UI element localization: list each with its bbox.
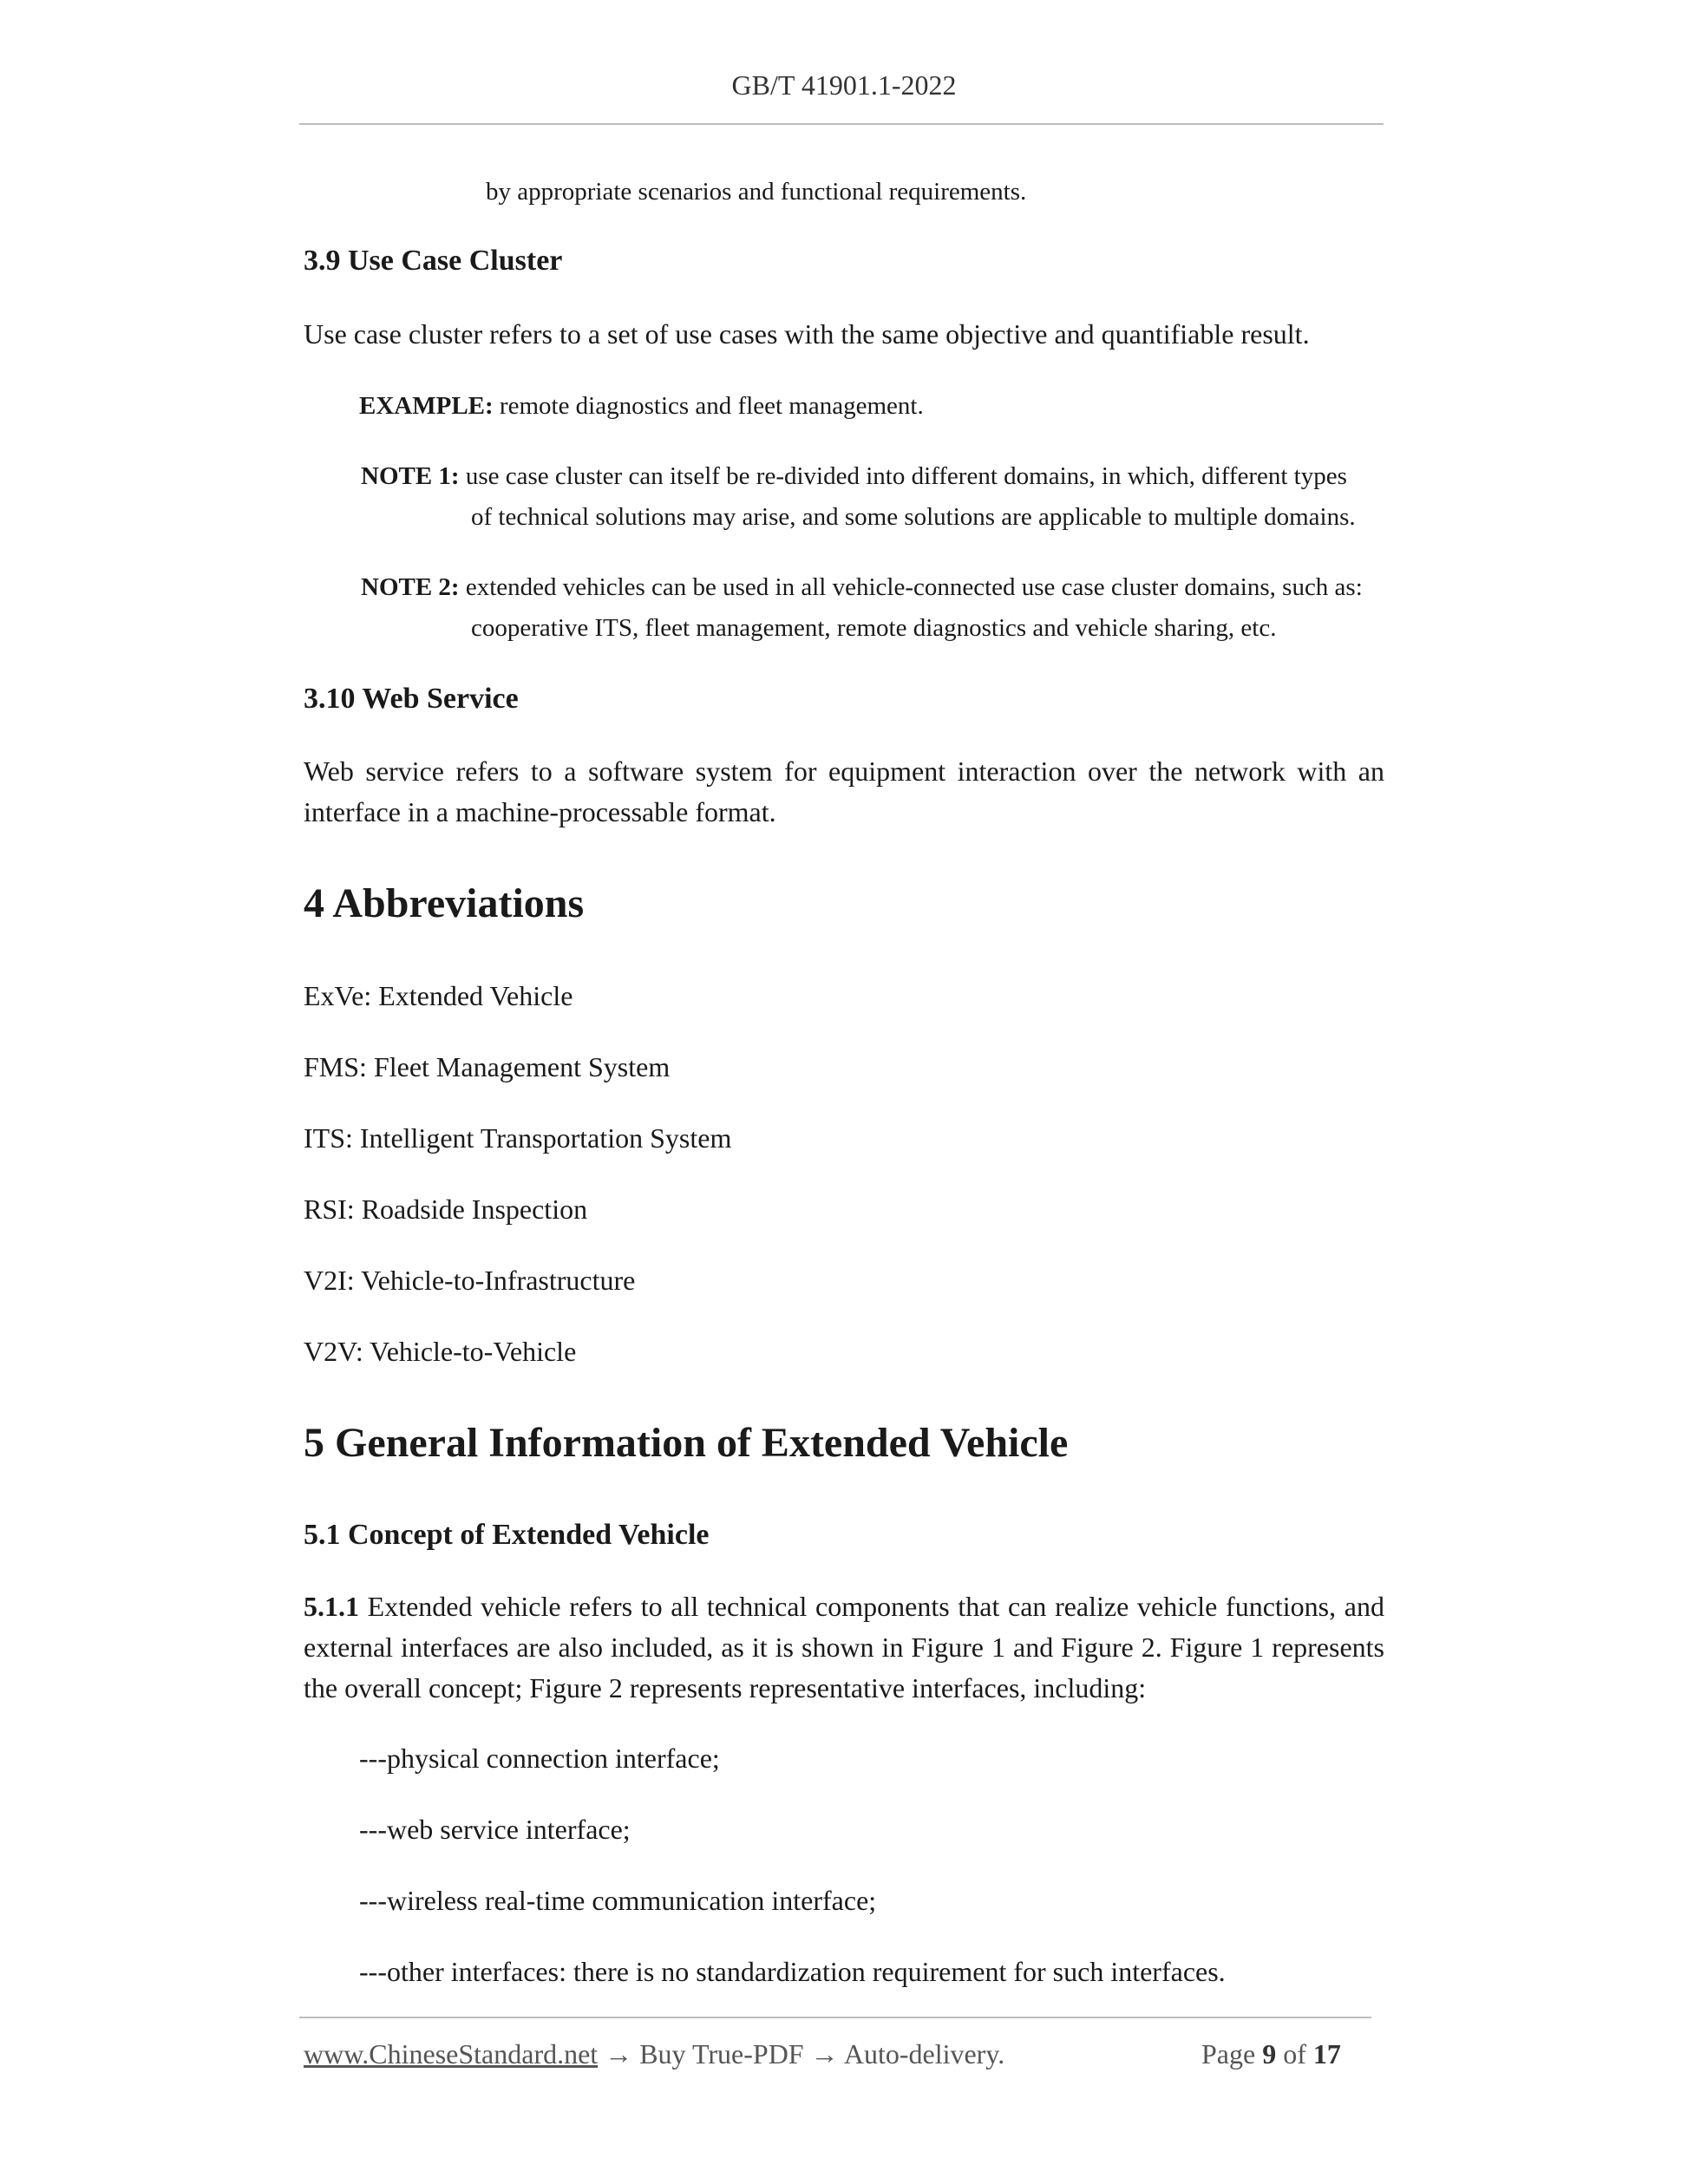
- document-header-title: GB/T 41901.1-2022: [731, 69, 957, 101]
- abbreviation-item: ExVe: Extended Vehicle: [304, 980, 573, 1011]
- page-indicator: [1201, 2038, 1341, 2070]
- abbreviation-item: RSI: Roadside Inspection: [304, 1193, 588, 1225]
- interface-list-item: ---physical connection interface;: [359, 1743, 720, 1774]
- note-2-label: NOTE 2:: [361, 573, 460, 601]
- note-1-label: NOTE 1:: [361, 462, 460, 490]
- abbreviation-item: V2V: Vehicle-to-Vehicle: [304, 1336, 577, 1367]
- footer-buy-text: Buy True-PDF: [639, 2038, 804, 2070]
- section-3-9-body: Use case cluster refers to a set of use cases with the same objective and quantifiable result.: [304, 318, 1310, 350]
- interface-list-item: ---other interfaces: there is no standardization requirement for such interfaces.: [359, 1956, 1226, 1987]
- abbreviation-item: FMS: Fleet Management System: [304, 1051, 671, 1082]
- example-text: remote diagnostics and fleet management.: [493, 392, 924, 420]
- section-3-10-heading: 3.10 Web Service: [304, 683, 519, 715]
- of-label: of: [1283, 2038, 1306, 2070]
- note-1: [361, 456, 1388, 538]
- paragraph-5-1-1: [304, 1586, 1384, 1709]
- footer-site-link[interactable]: www.ChineseStandard.net: [304, 2038, 599, 2070]
- continuation-text: by appropriate scenarios and functional requirements.: [486, 178, 1027, 206]
- arrow-icon: →: [598, 2038, 640, 2070]
- interface-list-item: ---wireless real-time communication interface;: [359, 1885, 877, 1916]
- section-5-1-heading: 5.1 Concept of Extended Vehicle: [304, 1519, 710, 1551]
- footer-divider: [299, 2017, 1371, 2018]
- arrow-icon: →: [803, 2038, 844, 2070]
- note-1-line-2: of technical solutions may arise, and some solutions are applicable to multiple domains.: [471, 503, 1356, 531]
- header-divider: [299, 123, 1384, 125]
- example-label: EXAMPLE:: [359, 392, 494, 420]
- section-3-9-heading: 3.9 Use Case Cluster: [304, 245, 563, 277]
- abbreviation-item: ITS: Intelligent Transportation System: [304, 1122, 732, 1154]
- paragraph-5-1-1-text: Extended vehicle refers to all technical components that can realize vehicle functions, and external interfaces are also included, as it is shown in Figure 1 and Figure 2. Figure 1 represents the overall concept; Figure 2 represents representative interfaces, including:: [304, 1591, 1384, 1703]
- note-2-line-2: cooperative ITS, fleet management, remote diagnostics and vehicle sharing, etc.: [471, 614, 1277, 642]
- footer-left: [304, 2038, 1004, 2070]
- note-1-line-1: use case cluster can itself be re-divided into different domains, in which, different types: [459, 462, 1347, 490]
- total-pages: 17: [1312, 2038, 1341, 2070]
- footer-delivery-text: Auto-delivery.: [843, 2038, 1005, 2070]
- example-line: [359, 386, 924, 427]
- page-number: 9: [1262, 2038, 1277, 2070]
- section-3-10-body: Web service refers to a software system for equipment interaction over the network with an interface in a machine-processable format.: [304, 755, 1384, 827]
- note-2: [361, 567, 1388, 649]
- note-2-line-1: extended vehicles can be used in all vehicle-connected use case cluster domains, such as:: [459, 573, 1363, 601]
- section-4-heading: 4 Abbreviations: [304, 880, 585, 926]
- page-label: Page: [1201, 2038, 1256, 2070]
- paragraph-5-1-1-number: 5.1.1: [304, 1591, 359, 1622]
- section-5-heading: 5 General Information of Extended Vehicle: [304, 1420, 1069, 1466]
- interface-list-item: ---web service interface;: [359, 1814, 631, 1845]
- abbreviation-item: V2I: Vehicle-to-Infrastructure: [304, 1265, 636, 1296]
